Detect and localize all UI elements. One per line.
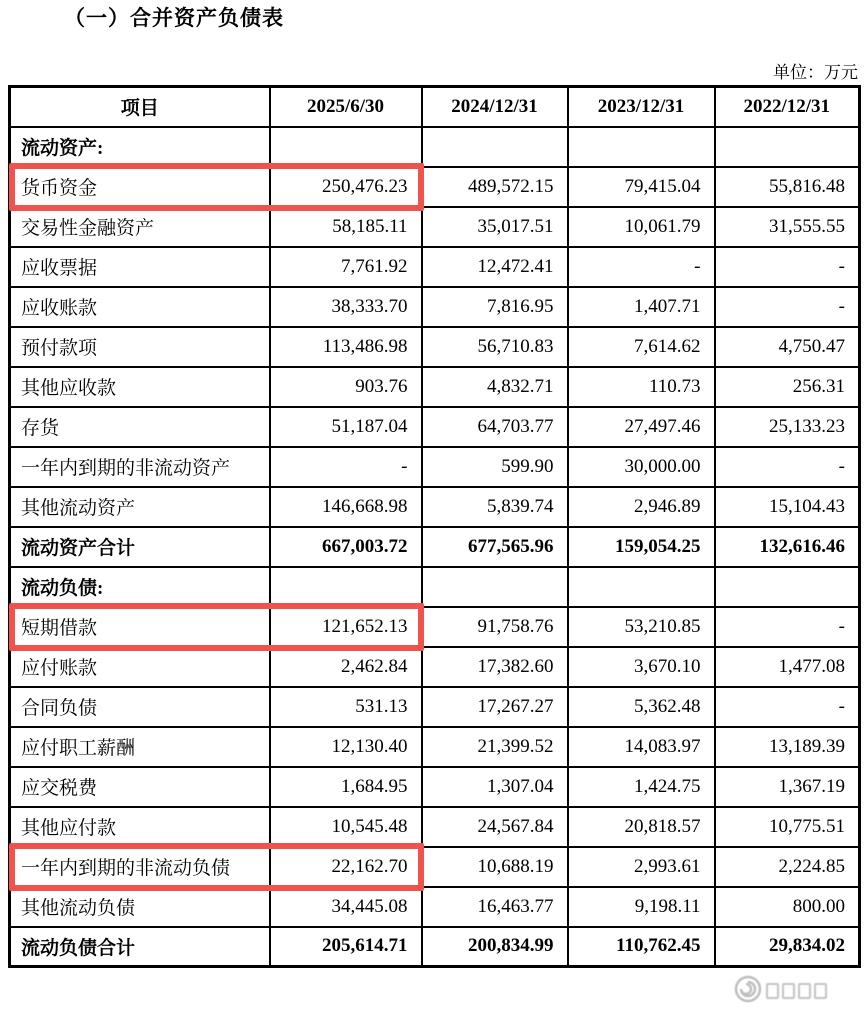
cell-value: 5,362.48 <box>568 687 715 727</box>
column-header: 2025/6/30 <box>270 87 422 127</box>
cell-value: 12,130.40 <box>270 727 422 767</box>
cell-value: 7,816.95 <box>422 287 568 327</box>
row-label: 货币资金 <box>10 167 270 207</box>
cell-value: 58,185.11 <box>270 207 422 247</box>
cell-value: - <box>270 447 422 487</box>
cell-value: 1,407.71 <box>568 287 715 327</box>
cell-value: 9,198.11 <box>568 887 715 927</box>
row-label: 预付款项 <box>10 327 270 367</box>
cell-value: 110.73 <box>568 367 715 407</box>
table-body <box>10 127 860 967</box>
table-row <box>10 407 860 447</box>
table-row <box>10 567 860 607</box>
cell-value: 2,224.85 <box>715 847 860 887</box>
cell-value: 56,710.83 <box>422 327 568 367</box>
cell-value: 38,333.70 <box>270 287 422 327</box>
cell-value: 489,572.15 <box>422 167 568 207</box>
table-row <box>10 527 860 567</box>
cell-value: 25,133.23 <box>715 407 860 447</box>
watermark <box>733 972 859 1010</box>
cell-value: 677,565.96 <box>422 527 568 567</box>
cell-value <box>270 567 422 607</box>
cell-value: 113,486.98 <box>270 327 422 367</box>
table-row <box>10 927 860 967</box>
row-label: 应交税费 <box>10 767 270 807</box>
header-row <box>10 87 860 127</box>
row-label: 流动负债: <box>10 567 270 607</box>
row-label: 其他流动负债 <box>10 887 270 927</box>
cell-value: 250,476.23 <box>270 167 422 207</box>
cell-value: 10,688.19 <box>422 847 568 887</box>
row-label: 存货 <box>10 407 270 447</box>
row-label: 流动资产: <box>10 127 270 167</box>
column-header: 2022/12/31 <box>715 87 860 127</box>
row-label: 应收票据 <box>10 247 270 287</box>
cell-value: 1,307.04 <box>422 767 568 807</box>
table-row <box>10 487 860 527</box>
cell-value: 3,670.10 <box>568 647 715 687</box>
cell-value: 200,834.99 <box>422 927 568 967</box>
cell-value: 800.00 <box>715 887 860 927</box>
cell-value: 22,162.70 <box>270 847 422 887</box>
cell-value: 35,017.51 <box>422 207 568 247</box>
cell-value: 14,083.97 <box>568 727 715 767</box>
row-label: 其他应付款 <box>10 807 270 847</box>
cell-value: 10,775.51 <box>715 807 860 847</box>
cell-value: 15,104.43 <box>715 487 860 527</box>
cell-value: 110,762.45 <box>568 927 715 967</box>
row-label: 流动资产合计 <box>10 527 270 567</box>
row-label: 应付账款 <box>10 647 270 687</box>
cell-value: - <box>715 247 860 287</box>
cell-value <box>715 567 860 607</box>
cell-value: 64,703.77 <box>422 407 568 447</box>
watermark-text-blocks <box>766 983 827 999</box>
cell-value: 121,652.13 <box>270 607 422 647</box>
row-label: 其他流动资产 <box>10 487 270 527</box>
balance-sheet-table <box>8 85 861 968</box>
table-header <box>10 87 860 127</box>
column-header: 2024/12/31 <box>422 87 568 127</box>
cell-value: 1,684.95 <box>270 767 422 807</box>
cell-value: 51,187.04 <box>270 407 422 447</box>
cell-value <box>422 127 568 167</box>
table-row <box>10 767 860 807</box>
cell-value: 21,399.52 <box>422 727 568 767</box>
table-row <box>10 447 860 487</box>
cell-value: 531.13 <box>270 687 422 727</box>
cell-value: 7,761.92 <box>270 247 422 287</box>
row-label: 一年内到期的非流动资产 <box>10 447 270 487</box>
cell-value <box>422 567 568 607</box>
table-row <box>10 367 860 407</box>
row-label: 短期借款 <box>10 607 270 647</box>
row-label: 一年内到期的非流动负债 <box>10 847 270 887</box>
cell-value: 17,267.27 <box>422 687 568 727</box>
cell-value: 599.90 <box>422 447 568 487</box>
cell-value: 10,545.48 <box>270 807 422 847</box>
cell-value <box>568 567 715 607</box>
cell-value: 7,614.62 <box>568 327 715 367</box>
cell-value: 29,834.02 <box>715 927 860 967</box>
cell-value: 91,758.76 <box>422 607 568 647</box>
cell-value: 53,210.85 <box>568 607 715 647</box>
cell-value: 34,445.08 <box>270 887 422 927</box>
table-row <box>10 687 860 727</box>
table-row <box>10 287 860 327</box>
table-row <box>10 607 860 647</box>
cell-value: 159,054.25 <box>568 527 715 567</box>
cell-value: 667,003.72 <box>270 527 422 567</box>
cell-value: 132,616.46 <box>715 527 860 567</box>
cell-value: - <box>715 687 860 727</box>
cell-value: 4,750.47 <box>715 327 860 367</box>
cell-value <box>568 127 715 167</box>
table-row <box>10 807 860 847</box>
row-label: 其他应收款 <box>10 367 270 407</box>
table-row <box>10 247 860 287</box>
table-row <box>10 887 860 927</box>
cell-value: 5,839.74 <box>422 487 568 527</box>
cell-value: 31,555.55 <box>715 207 860 247</box>
cell-value: 2,946.89 <box>568 487 715 527</box>
cell-value: 256.31 <box>715 367 860 407</box>
table-row <box>10 167 860 207</box>
watermark-veil <box>733 972 859 1010</box>
cell-value: 24,567.84 <box>422 807 568 847</box>
cell-value: 17,382.60 <box>422 647 568 687</box>
cell-value <box>270 127 422 167</box>
cell-value: - <box>568 247 715 287</box>
cell-value: 55,816.48 <box>715 167 860 207</box>
cell-value: 1,424.75 <box>568 767 715 807</box>
cell-value: - <box>715 447 860 487</box>
cell-value: 30,000.00 <box>568 447 715 487</box>
column-header: 项目 <box>10 87 270 127</box>
row-label: 应收账款 <box>10 287 270 327</box>
cell-value <box>715 127 860 167</box>
cell-value: 2,993.61 <box>568 847 715 887</box>
table-row <box>10 127 860 167</box>
cell-value: 16,463.77 <box>422 887 568 927</box>
table-row <box>10 847 860 887</box>
cell-value: 146,668.98 <box>270 487 422 527</box>
row-label: 流动负债合计 <box>10 927 270 967</box>
column-header: 2023/12/31 <box>568 87 715 127</box>
unit-label: 单位：万元 <box>773 63 858 82</box>
page-title: （一）合并资产负债表 <box>64 7 284 30</box>
cell-value: 205,614.71 <box>270 927 422 967</box>
cell-value: 79,415.04 <box>568 167 715 207</box>
cell-value: - <box>715 607 860 647</box>
cell-value: - <box>715 287 860 327</box>
cell-value: 1,477.08 <box>715 647 860 687</box>
cell-value: 12,472.41 <box>422 247 568 287</box>
row-label: 交易性金融资产 <box>10 207 270 247</box>
cell-value: 2,462.84 <box>270 647 422 687</box>
cell-value: 10,061.79 <box>568 207 715 247</box>
row-label: 应付职工薪酬 <box>10 727 270 767</box>
cell-value: 13,189.39 <box>715 727 860 767</box>
table-row <box>10 647 860 687</box>
cell-value: 20,818.57 <box>568 807 715 847</box>
table-row <box>10 327 860 367</box>
cell-value: 4,832.71 <box>422 367 568 407</box>
table-row <box>10 727 860 767</box>
cell-value: 1,367.19 <box>715 767 860 807</box>
cell-value: 27,497.46 <box>568 407 715 447</box>
cell-value: 903.76 <box>270 367 422 407</box>
row-label: 合同负债 <box>10 687 270 727</box>
swirl-logo-icon <box>733 974 763 1009</box>
table-row <box>10 207 860 247</box>
